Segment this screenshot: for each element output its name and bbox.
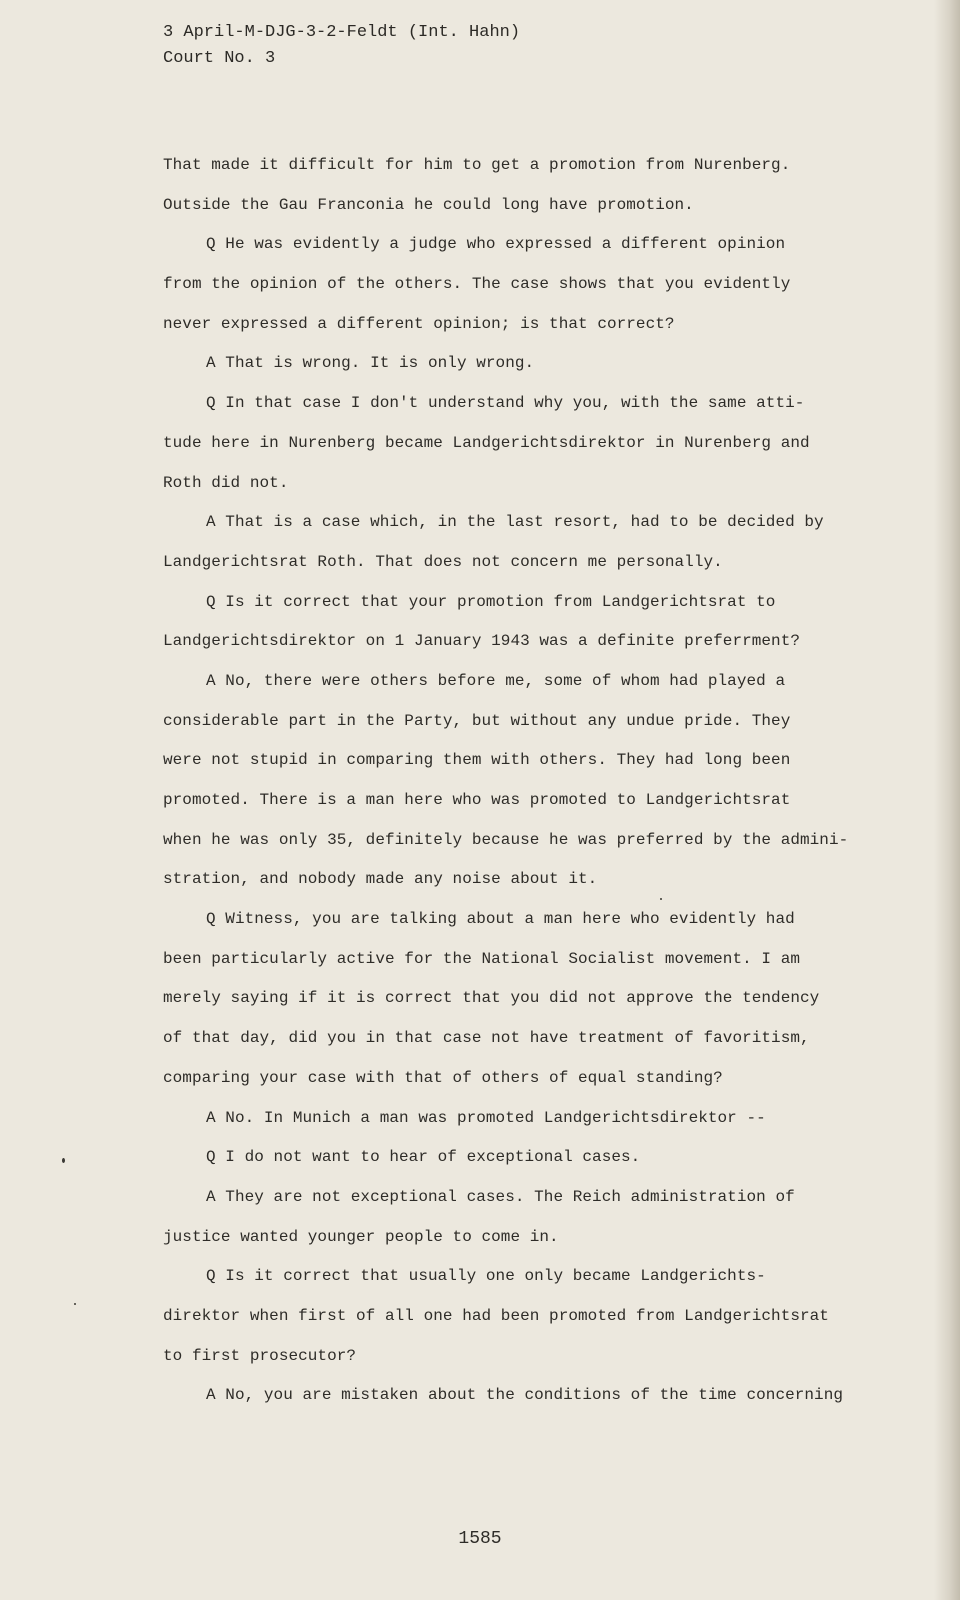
transcript-body (163, 146, 903, 1416)
transcript-line: Outside the Gau Franconia he could long have promotion. (163, 195, 694, 214)
court-number: Court No. 3 (163, 49, 276, 68)
transcript-line: promoted. There is a man here who was promoted to Landgerichtsrat (163, 791, 791, 809)
transcript-line: when he was only 35, definitely because he was preferred by the admini- (163, 830, 849, 849)
transcript-line: Q In that case I don't understand why you, with the same atti- (206, 394, 805, 413)
transcript-line: Landgerichtsdirektor on 1 January 1943 was a definite preferrment? (163, 632, 801, 651)
page-edge-shadow (934, 0, 960, 1600)
transcript-line: Landgerichtsrat Roth. That does not concern me personally. (163, 552, 723, 571)
transcript-line: comparing your case with that of others of equal standing? (163, 1068, 723, 1087)
page-number: 1585 (458, 1529, 502, 1549)
page-header (163, 20, 520, 72)
transcript-line: never expressed a different opinion; is that correct? (163, 314, 675, 333)
transcript-line: Q Is it correct that usually one only became Landgerichts- (206, 1267, 766, 1286)
transcript-line: to first prosecutor? (163, 1346, 357, 1365)
transcript-line: Roth did not. (163, 473, 289, 492)
transcript-line: direktor when first of all one had been promoted from Landgerichtsrat (163, 1306, 829, 1325)
transcript-line: justice wanted younger people to come in. (163, 1227, 559, 1246)
transcript-line: stration, and nobody made any noise about it. (163, 870, 598, 889)
document-reference: 3 April-M-DJG-3-2-Feldt (Int. Hahn) (163, 23, 521, 42)
transcript-line: were not stupid in comparing them with others. They had long been (163, 751, 791, 770)
transcript-line: Q Witness, you are talking about a man here who evidently had (206, 910, 795, 929)
transcript-line: tude here in Nurenberg became Landgerichtsdirektor in Nurenberg and (163, 433, 810, 452)
paper-speck (62, 1158, 65, 1163)
transcript-line: of that day, did you in that case not have treatment of favoritism, (163, 1029, 810, 1048)
paper-speck (660, 898, 662, 900)
transcript-line: Q Is it correct that your promotion from Landgerichtsrat to (206, 592, 776, 611)
transcript-line: A No, you are mistaken about the conditions of the time concerning (206, 1386, 844, 1405)
transcript-line: merely saying if it is correct that you did not approve the tendency (163, 989, 820, 1008)
transcript-line: from the opinion of the others. The case shows that you evidently (163, 275, 791, 294)
transcript-line: A That is a case which, in the last resort, had to be decided by (206, 513, 824, 532)
transcript-line: A That is wrong. It is only wrong. (206, 354, 535, 373)
transcript-line: considerable part in the Party, but without any undue pride. They (163, 711, 791, 730)
transcript-line: A No, there were others before me, some of whom had played a (206, 671, 786, 690)
transcript-line: That made it difficult for him to get a promotion from Nurenberg. (163, 156, 791, 174)
transcript-line: A No. In Munich a man was promoted Landgerichtsdirektor -- (206, 1108, 766, 1127)
transcript-line: been particularly active for the National Socialist movement. I am (163, 949, 801, 968)
transcript-line: A They are not exceptional cases. The Reich administration of (206, 1187, 795, 1206)
transcript-line: Q I do not want to hear of exceptional cases. (206, 1148, 641, 1167)
paper-speck (74, 1303, 76, 1305)
transcript-line: Q He was evidently a judge who expressed a different opinion (206, 235, 786, 254)
